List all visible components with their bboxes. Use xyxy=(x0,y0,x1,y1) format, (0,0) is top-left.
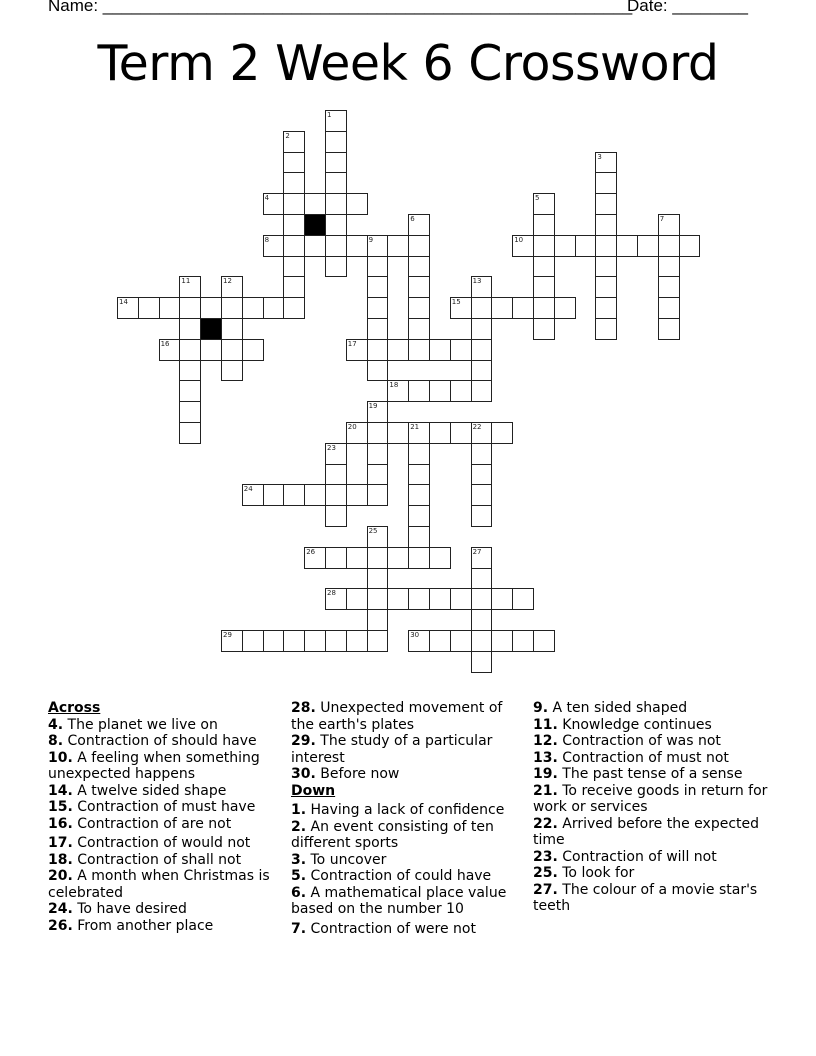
grid-cell[interactable] xyxy=(408,235,430,257)
grid-cell[interactable] xyxy=(346,339,368,361)
clue-number: 21 xyxy=(410,423,420,431)
clue-number: 28 xyxy=(327,589,336,598)
grid-cell[interactable] xyxy=(325,256,347,278)
grid-cell[interactable] xyxy=(450,422,472,444)
grid-cell[interactable] xyxy=(408,339,430,361)
grid-cell[interactable] xyxy=(367,297,389,319)
clue-down-27: 27. The colour of a movie star's teeth xyxy=(533,881,758,914)
grid-cell[interactable] xyxy=(533,256,555,278)
grid-cell[interactable] xyxy=(408,276,430,298)
grid-cell[interactable] xyxy=(367,526,389,548)
clue-down-21: 21. To receive goods in return for work or services xyxy=(533,782,768,815)
grid-cell[interactable] xyxy=(367,568,389,590)
grid-cell[interactable] xyxy=(595,256,617,278)
grid-cell[interactable] xyxy=(637,235,659,257)
clue-number: 19 xyxy=(368,402,378,411)
grid-cell[interactable] xyxy=(658,276,680,298)
grid-cell[interactable] xyxy=(429,422,451,444)
grid-cell[interactable] xyxy=(304,547,326,569)
grid-cell[interactable] xyxy=(325,110,347,132)
grid-cell[interactable] xyxy=(179,339,201,361)
grid-cell[interactable] xyxy=(471,464,493,486)
grid-cell[interactable] xyxy=(304,235,326,257)
grid-cell[interactable] xyxy=(138,297,160,319)
clue-across-10: 10. A feeling when something unexpected happens xyxy=(48,749,260,782)
clue-down-7: 7. Contraction of were not xyxy=(291,920,476,937)
clue-across-17: 17. Contraction of would not xyxy=(48,835,251,851)
grid-cell[interactable] xyxy=(471,360,493,382)
clue-number: 8 xyxy=(264,235,270,244)
grid-cell[interactable] xyxy=(408,297,430,319)
grid-cell[interactable] xyxy=(471,609,493,631)
grid-cell[interactable] xyxy=(429,547,451,569)
grid-cell[interactable] xyxy=(408,380,430,402)
grid-cell[interactable] xyxy=(429,630,451,652)
clue-number: 26 xyxy=(306,547,316,556)
grid-cell[interactable] xyxy=(408,422,430,444)
grid-cell[interactable] xyxy=(221,318,243,340)
grid-cell[interactable] xyxy=(283,235,305,257)
grid-cell[interactable] xyxy=(117,297,139,319)
grid-cell[interactable] xyxy=(221,339,243,361)
grid-cell[interactable] xyxy=(491,588,513,610)
grid-cell[interactable] xyxy=(325,235,347,257)
grid-cell[interactable] xyxy=(367,422,389,444)
grid-cell[interactable] xyxy=(200,339,222,361)
grid-cell[interactable] xyxy=(346,588,368,610)
grid-cell[interactable] xyxy=(242,630,264,652)
grid-cell[interactable] xyxy=(367,318,389,340)
grid-cell[interactable] xyxy=(283,297,305,319)
grid-cell[interactable] xyxy=(471,588,493,610)
clue-number: 1 xyxy=(327,111,332,119)
grid-cell[interactable] xyxy=(367,609,389,631)
clue-number: 12 xyxy=(223,277,232,286)
clue-across-15: 15. Contraction of must have xyxy=(48,799,256,815)
grid-cell[interactable] xyxy=(283,276,305,298)
grid-cell[interactable] xyxy=(367,588,389,610)
grid-cell[interactable] xyxy=(325,152,347,174)
grid-cell[interactable] xyxy=(595,193,617,215)
grid-cell[interactable] xyxy=(533,235,555,257)
grid-cell[interactable] xyxy=(367,484,389,506)
date-field-label[interactable]: Date: ________ xyxy=(627,0,748,15)
grid-cell[interactable] xyxy=(263,630,285,652)
grid-cell[interactable] xyxy=(533,318,555,340)
grid-cell[interactable] xyxy=(471,630,493,652)
grid-cell[interactable] xyxy=(408,505,430,527)
grid-cell[interactable] xyxy=(471,339,493,361)
black-square xyxy=(200,318,222,340)
clue-across-8: 8. Contraction of should have xyxy=(48,733,257,749)
grid-cell[interactable] xyxy=(159,339,181,361)
grid-cell[interactable] xyxy=(304,484,326,506)
grid-cell[interactable] xyxy=(471,484,493,506)
grid-cell[interactable] xyxy=(325,193,347,215)
across-heading: Across xyxy=(48,700,101,716)
grid-cell[interactable] xyxy=(595,172,617,194)
clue-number: 3 xyxy=(597,152,602,161)
clues-column-2 xyxy=(291,700,523,937)
grid-cell[interactable] xyxy=(304,193,326,215)
grid-cell[interactable] xyxy=(283,214,305,236)
grid-cell[interactable] xyxy=(512,630,534,652)
grid-cell[interactable] xyxy=(346,484,368,506)
grid-cell[interactable] xyxy=(325,630,347,652)
grid-cell[interactable] xyxy=(658,235,680,257)
grid-cell[interactable] xyxy=(595,152,617,174)
name-field-label[interactable]: Name: ________________________________________________________ xyxy=(48,0,633,15)
grid-cell[interactable] xyxy=(367,360,389,382)
clue-number: 17 xyxy=(347,339,357,348)
clue-number: 18 xyxy=(389,381,399,390)
clue-number: 25 xyxy=(368,527,378,535)
grid-cell[interactable] xyxy=(346,422,368,444)
grid-cell[interactable] xyxy=(325,443,347,465)
grid-cell[interactable] xyxy=(658,214,680,236)
clue-number: 13 xyxy=(472,277,482,286)
clue-number: 20 xyxy=(347,423,357,431)
grid-cell[interactable] xyxy=(533,630,555,652)
clue-down-13: 13. Contraction of must not xyxy=(533,749,729,766)
grid-cell[interactable] xyxy=(471,547,493,569)
grid-cell[interactable] xyxy=(221,276,243,298)
grid-cell[interactable] xyxy=(179,318,201,340)
clues-column-3 xyxy=(533,700,773,915)
grid-cell[interactable] xyxy=(367,464,389,486)
grid-cell[interactable] xyxy=(471,568,493,590)
grid-cell[interactable] xyxy=(595,297,617,319)
clue-across-24: 24. To have desired xyxy=(48,901,187,917)
clue-across-18: 18. Contraction of shall not xyxy=(48,851,242,868)
clue-across-16: 16. Contraction of are not xyxy=(48,815,232,832)
grid-cell[interactable] xyxy=(200,297,222,319)
grid-cell[interactable] xyxy=(512,235,534,257)
clue-down-12: 12. Contraction of was not xyxy=(533,733,721,749)
clue-down-2: 2. An event consisting of ten different sports xyxy=(291,818,494,851)
clue-number: 24 xyxy=(243,485,253,494)
grid-cell[interactable] xyxy=(533,297,555,319)
grid-cell[interactable] xyxy=(325,484,347,506)
clue-across-28: 28. Unexpected movement of the earth's plates xyxy=(291,700,503,733)
clue-down-1: 1. Having a lack of confidence xyxy=(291,802,505,818)
grid-cell[interactable] xyxy=(221,297,243,319)
grid-cell[interactable] xyxy=(367,443,389,465)
clue-down-22: 22. Arrived before the expected time xyxy=(533,815,760,848)
grid-cell[interactable] xyxy=(283,152,305,174)
grid-cell[interactable] xyxy=(471,297,493,319)
grid-cell[interactable] xyxy=(367,339,389,361)
clue-number: 27 xyxy=(472,547,482,556)
black-square xyxy=(304,214,326,236)
grid-cell[interactable] xyxy=(658,256,680,278)
grid-cell[interactable] xyxy=(658,318,680,340)
grid-cell[interactable] xyxy=(450,380,472,402)
grid-cell[interactable] xyxy=(387,588,409,610)
grid-cell[interactable] xyxy=(325,131,347,153)
grid-cell[interactable] xyxy=(325,214,347,236)
grid-cell[interactable] xyxy=(325,464,347,486)
clue-across-26: 26. From another place xyxy=(48,917,214,934)
grid-cell[interactable] xyxy=(471,443,493,465)
grid-cell[interactable] xyxy=(450,630,472,652)
clue-number: 11 xyxy=(181,277,191,286)
grid-cell[interactable] xyxy=(179,401,201,423)
grid-cell[interactable] xyxy=(221,360,243,382)
grid-cell[interactable] xyxy=(325,172,347,194)
clue-down-25: 25. To look for xyxy=(533,865,635,881)
grid-cell[interactable] xyxy=(408,318,430,340)
grid-cell[interactable] xyxy=(387,235,409,257)
grid-cell[interactable] xyxy=(346,193,368,215)
grid-cell[interactable] xyxy=(429,380,451,402)
grid-cell[interactable] xyxy=(325,505,347,527)
grid-cell[interactable] xyxy=(408,526,430,548)
clue-number: 30 xyxy=(410,631,420,639)
grid-cell[interactable] xyxy=(595,235,617,257)
clue-across-20: 20. A month when Christmas is celebrated xyxy=(48,868,270,901)
clue-number: 9 xyxy=(368,235,374,244)
grid-cell[interactable] xyxy=(658,297,680,319)
clue-down-19: 19. The past tense of a sense xyxy=(533,766,743,782)
grid-cell[interactable] xyxy=(179,422,201,444)
grid-cell[interactable] xyxy=(283,172,305,194)
grid-cell[interactable] xyxy=(242,297,264,319)
grid-cell[interactable] xyxy=(491,422,513,444)
grid-cell[interactable] xyxy=(263,484,285,506)
grid-cell[interactable] xyxy=(283,630,305,652)
name-date-line xyxy=(48,0,748,16)
grid-cell[interactable] xyxy=(408,214,430,236)
grid-cell[interactable] xyxy=(491,297,513,319)
grid-cell[interactable] xyxy=(408,588,430,610)
grid-cell[interactable] xyxy=(242,339,264,361)
crossword-grid xyxy=(117,110,717,680)
grid-cell[interactable] xyxy=(408,464,430,486)
grid-cell[interactable] xyxy=(283,484,305,506)
grid-cell[interactable] xyxy=(179,380,201,402)
grid-cell[interactable] xyxy=(325,588,347,610)
grid-cell[interactable] xyxy=(554,235,576,257)
grid-cell[interactable] xyxy=(346,630,368,652)
grid-cell[interactable] xyxy=(512,297,534,319)
grid-cell[interactable] xyxy=(387,380,409,402)
grid-cell[interactable] xyxy=(533,214,555,236)
clue-across-4: 4. The planet we live on xyxy=(48,716,218,733)
grid-cell[interactable] xyxy=(429,588,451,610)
grid-cell[interactable] xyxy=(263,193,285,215)
grid-cell[interactable] xyxy=(595,214,617,236)
clue-number: 10 xyxy=(514,235,524,244)
clue-number: 22 xyxy=(472,423,482,431)
clues-column-1 xyxy=(48,700,280,934)
grid-cell[interactable] xyxy=(367,630,389,652)
grid-cell[interactable] xyxy=(554,297,576,319)
grid-cell[interactable] xyxy=(242,484,264,506)
clue-down-3: 3. To uncover xyxy=(291,851,387,868)
grid-cell[interactable] xyxy=(408,256,430,278)
grid-cell[interactable] xyxy=(408,547,430,569)
grid-cell[interactable] xyxy=(595,276,617,298)
clue-number: 2 xyxy=(285,131,290,140)
clue-down-5: 5. Contraction of could have xyxy=(291,868,492,884)
grid-cell[interactable] xyxy=(616,235,638,257)
clue-across-14: 14. A twelve sided shape xyxy=(48,782,227,799)
grid-cell[interactable] xyxy=(346,547,368,569)
clue-number: 23 xyxy=(327,443,336,452)
grid-cell[interactable] xyxy=(283,256,305,278)
clue-across-29: 29. The study of a particular interest xyxy=(291,733,493,766)
grid-cell[interactable] xyxy=(408,443,430,465)
grid-cell[interactable] xyxy=(283,131,305,153)
grid-cell[interactable] xyxy=(179,276,201,298)
clue-number: 14 xyxy=(119,298,128,307)
clue-number: 29 xyxy=(223,631,232,639)
clue-down-11: 11. Knowledge continues xyxy=(533,716,712,733)
grid-cell[interactable] xyxy=(408,630,430,652)
grid-cell[interactable] xyxy=(471,318,493,340)
down-heading: Down xyxy=(291,782,336,799)
grid-cell[interactable] xyxy=(346,235,368,257)
grid-cell[interactable] xyxy=(471,276,493,298)
grid-cell[interactable] xyxy=(179,297,201,319)
grid-cell[interactable] xyxy=(512,588,534,610)
clue-number: 6 xyxy=(410,215,415,223)
clue-number: 4 xyxy=(264,194,270,203)
clue-number: 7 xyxy=(659,215,665,223)
grid-cell[interactable] xyxy=(367,401,389,423)
grid-cell[interactable] xyxy=(263,235,285,257)
clue-number: 5 xyxy=(535,194,540,203)
page-title: Term 2 Week 6 Crossword xyxy=(97,35,719,92)
grid-cell[interactable] xyxy=(450,339,472,361)
grid-cell[interactable] xyxy=(387,422,409,444)
grid-cell[interactable] xyxy=(450,297,472,319)
grid-cell[interactable] xyxy=(159,297,181,319)
grid-cell[interactable] xyxy=(450,588,472,610)
grid-cell[interactable] xyxy=(304,630,326,652)
grid-cell[interactable] xyxy=(575,235,597,257)
clue-number: 15 xyxy=(451,298,461,307)
clue-across-30: 30. Before now xyxy=(291,766,400,782)
grid-cell[interactable] xyxy=(408,484,430,506)
grid-cell[interactable] xyxy=(679,235,701,257)
grid-cell[interactable] xyxy=(471,505,493,527)
grid-cell[interactable] xyxy=(179,360,201,382)
grid-cell[interactable] xyxy=(491,630,513,652)
grid-cell[interactable] xyxy=(367,256,389,278)
grid-cell[interactable] xyxy=(387,547,409,569)
grid-cell[interactable] xyxy=(533,276,555,298)
grid-cell[interactable] xyxy=(387,339,409,361)
grid-cell[interactable] xyxy=(429,339,451,361)
grid-cell[interactable] xyxy=(595,318,617,340)
clue-down-6: 6. A mathematical place value based on the number 10 xyxy=(291,884,507,917)
clue-down-23: 23. Contraction of will not xyxy=(533,848,717,865)
grid-cell[interactable] xyxy=(471,651,493,673)
grid-cell[interactable] xyxy=(367,547,389,569)
grid-cell[interactable] xyxy=(471,422,493,444)
clue-down-9: 9. A ten sided shaped xyxy=(533,700,688,716)
grid-cell[interactable] xyxy=(533,193,555,215)
grid-cell[interactable] xyxy=(325,547,347,569)
grid-cell[interactable] xyxy=(471,380,493,402)
grid-cell[interactable] xyxy=(283,193,305,215)
grid-cell[interactable] xyxy=(221,630,243,652)
grid-cell[interactable] xyxy=(367,276,389,298)
clue-number: 16 xyxy=(160,339,170,348)
grid-cell[interactable] xyxy=(367,235,389,257)
grid-cell[interactable] xyxy=(263,297,285,319)
